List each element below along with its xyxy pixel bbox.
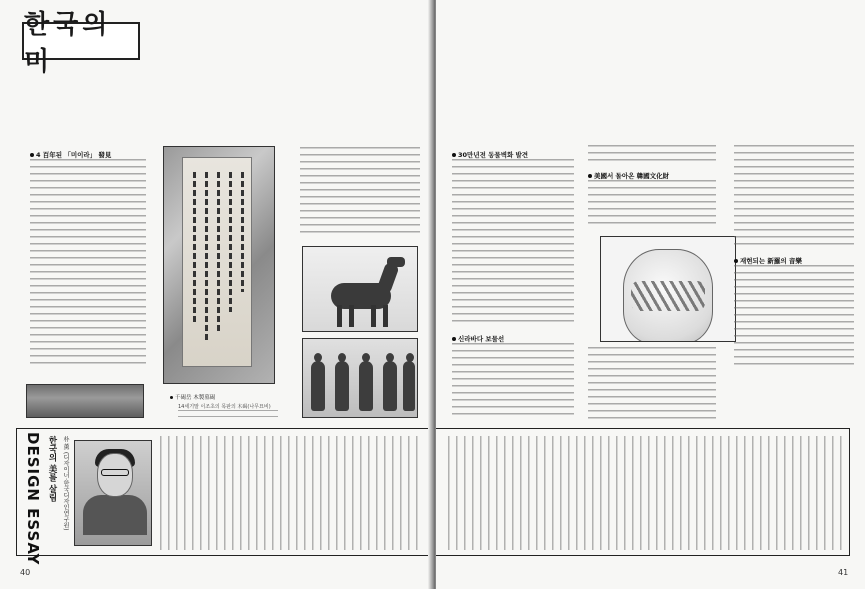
stele-board [182, 157, 252, 367]
horse-figure-photo [302, 246, 418, 332]
article-text-silla-music [734, 265, 854, 369]
section-heading-cave-painting: 30만년전 동물벽화 발견 [452, 150, 528, 159]
article-text-middle-column [300, 147, 420, 237]
article-text-returned-heritage [588, 180, 716, 228]
relief-photo [26, 384, 144, 418]
section-heading-returned-heritage: 美國서 돌아온 韓國文化財 [588, 171, 669, 180]
section-heading-silla-music: 재현되는 新羅의 音樂 [734, 256, 802, 265]
article-text-middle-top [588, 145, 716, 163]
left-page [0, 0, 432, 589]
bullet-dot-icon [170, 396, 173, 399]
stele-photo [163, 146, 275, 384]
stele-subcaption-lines [178, 410, 278, 418]
page-title-box [22, 10, 140, 77]
section-heading-mummy: 4 百年된 「미이라」 發見 [30, 150, 111, 159]
porcelain-jar-photo [600, 236, 736, 342]
essay-text-right [448, 436, 842, 550]
essay-text-left [160, 436, 422, 550]
page-number-left: 40 [20, 568, 31, 577]
article-text-middle-bottom [588, 347, 716, 419]
article-text-right-top [734, 145, 854, 249]
essay-author: 朴 薰 (디자이너·한국디자인연구원) [62, 436, 69, 531]
page-title: 한국의 미 [24, 10, 112, 77]
design-essay-label: DESIGN ESSAY [24, 432, 42, 566]
bullet-dot-icon [734, 259, 738, 263]
section-heading-silla-ship: 신라바다 보물선 [452, 334, 504, 343]
bullet-dot-icon [452, 153, 456, 157]
figurines-photo [302, 338, 418, 418]
author-portrait-photo [74, 440, 152, 546]
right-page [436, 0, 865, 589]
stele-caption: 千碣岳 木製墓碣 [170, 393, 215, 401]
article-text-silla-ship [452, 343, 574, 419]
bullet-dot-icon [452, 337, 456, 341]
bullet-dot-icon [588, 174, 592, 178]
essay-title: 한국의 美를 살림 [47, 436, 57, 502]
article-text-cave-painting [452, 159, 574, 327]
article-text-mummy [30, 159, 146, 369]
page-number-right: 41 [838, 568, 849, 577]
bullet-dot-icon [30, 153, 34, 157]
glasses-icon [101, 469, 129, 476]
stele-subcaption: 14세기말 이조초의 목판의 木碣(나무묘비) [178, 404, 271, 410]
